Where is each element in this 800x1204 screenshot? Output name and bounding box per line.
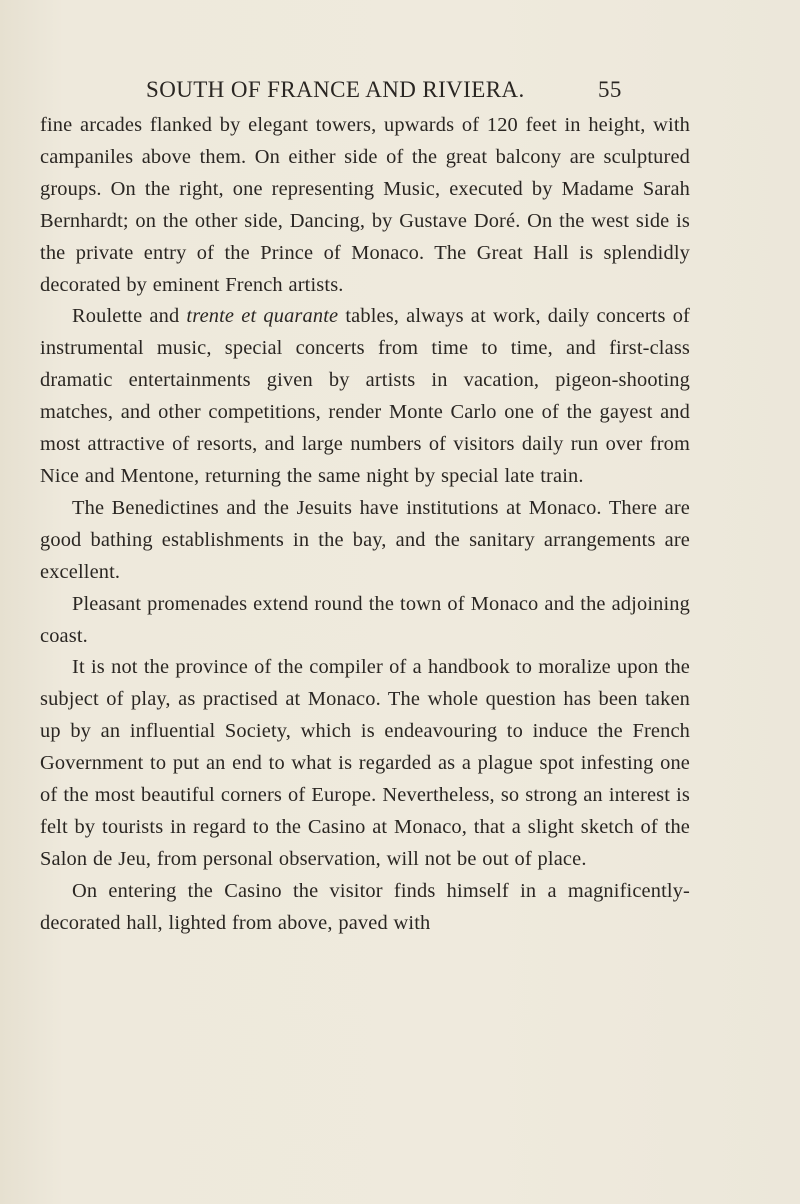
paragraph-6-text: On entering the Casino the visitor finds himself in a magnificently-decorated hall, lighted from above, paved with	[40, 879, 690, 934]
paragraph-1	[40, 110, 690, 301]
page-number: 55	[598, 77, 622, 102]
paragraph-4	[40, 589, 690, 653]
paragraph-3-text: The Benedictines and the Jesuits have institutions at Monaco. There are good bathing establishments in the bay, and the sanitary arrangements are excellent.	[40, 496, 690, 583]
body-text	[40, 110, 690, 940]
paragraph-1-text: fine arcades flanked by elegant towers, upwards of 120 feet in height, with campaniles above them. On either side of the great balcony are sculptured groups. On the right, one representing Music, executed by Madame Sarah Bernhardt; on the other side, Dancing, by Gustave Doré. On the west side is the private entry of the Prince of Monaco. The Great Hall is splendidly decorated by eminent French artists.	[40, 114, 690, 296]
paragraph-3	[40, 493, 690, 589]
paragraph-2-italic: trente et quarante	[186, 305, 339, 328]
paragraph-5	[40, 652, 690, 875]
paragraph-2-lead: Roulette and	[72, 305, 187, 328]
paragraph-6	[40, 876, 690, 940]
running-head	[146, 72, 626, 108]
paragraph-4-text: Pleasant promenades extend round the town of Monaco and the adjoining coast.	[40, 592, 690, 647]
paragraph-5-text: It is not the province of the compiler of a handbook to moralize upon the subject of play, as practised at Monaco. The whole question has been taken up by an influential Society, which is endeavouring to induce the French Government to put an end to what is regarded as a plague spot infesting one of the most beautiful corners of Europe. Nevertheless, so strong an interest is felt by tourists in regard to the Casino at Monaco, that a slight sketch of the Salon de Jeu, from personal observation, will not be out of place.	[40, 656, 690, 870]
paragraph-2	[40, 301, 690, 492]
running-title: SOUTH OF FRANCE AND RIVIERA.	[146, 77, 525, 102]
paragraph-2-text: tables, always at work, daily concerts of instrumental music, special concerts from time to time, and first-class dramatic entertainments given by artists in vacation, pigeon-shooting matches, and other competitions, render Monte Carlo one of the gayest and most attractive of resorts, and large numbers of visitors daily run over from Nice and Mentone, returning the same night by special late train.	[40, 305, 690, 487]
